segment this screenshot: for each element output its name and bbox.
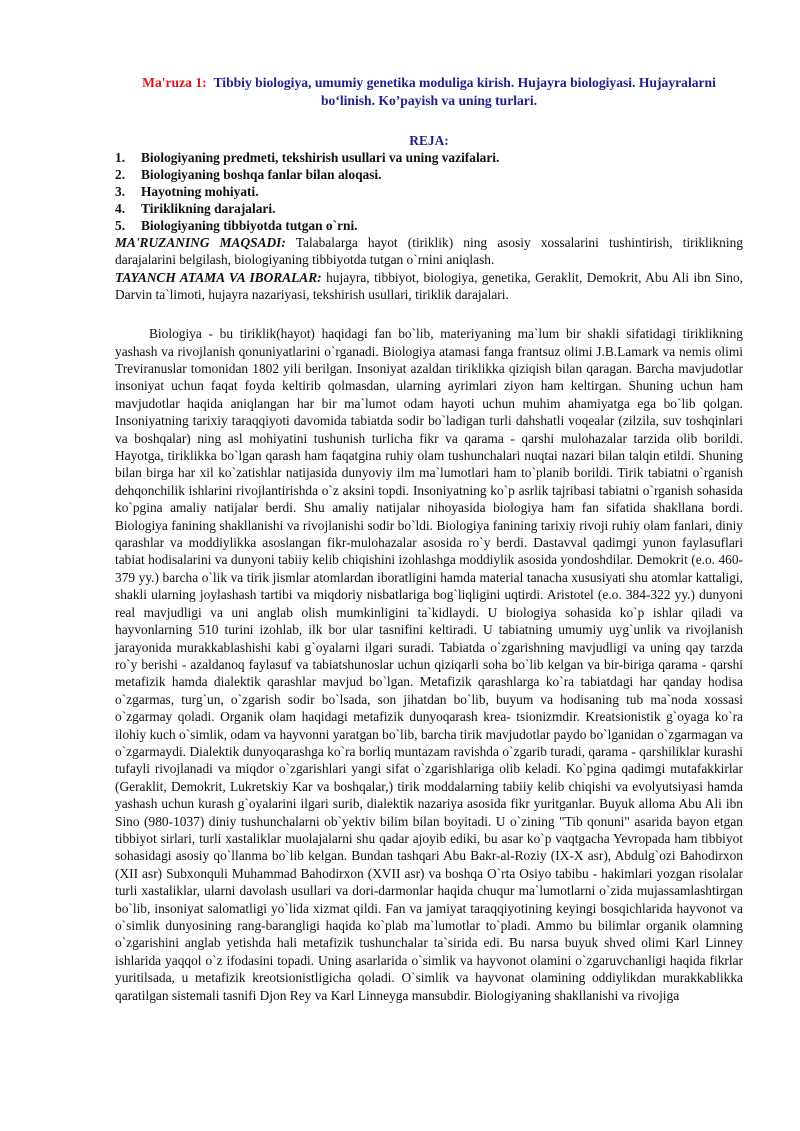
lecture-title [115,74,743,110]
plan-item-text: Hayotning mohiyati. [141,184,259,199]
plan-item-text: Biologiyaning predmeti, tekshirish usullari va uning vazifalari. [141,150,500,165]
key-terms [115,269,743,304]
plan-item: 2. Biologiyaning boshqa fanlar bilan aloqasi. [115,167,382,182]
plan-item-text: Biologiyaning boshqa fanlar bilan aloqasi. [141,167,382,182]
plan-item: 3. Hayotning mohiyati. [115,184,259,199]
plan-item-text: Biologiyaning tibbiyotda tutgan o`rni. [141,218,358,233]
plan-item: 1. Biologiyaning predmeti, tekshirish usullari va uning vazifalari. [115,150,500,165]
lecture-goal-text: Talabalarga hayot (tiriklik) ning asosiy xossalarini tushintirish, tiriklikning darajalarini belgilash, biologiyaning tibbiyotda tutgan o`rnini aniqlash. [115,235,743,268]
plan-item: 4. Tiriklikning darajalari. [115,201,276,216]
lecture-number: Ma'ruza 1: [142,75,207,90]
lecture-topic: Tibbiy biologiya, umumiy genetika moduliga kirish. Hujayra biologiyasi. Hujayralarni bo‘linish. Ko’payish va uning turlari. [213,75,716,108]
plan-heading: REJA: [409,133,449,148]
key-terms-label: TAYANCH ATAMA VA IBORALAR: [115,269,322,285]
key-terms-text: hujayra, tibbiyot, biologiya, genetika, Geraklit, Demokrit, Abu Ali ibn Sino, Darvin ta`limoti, hujayra nazariyasi, tekshirish usullari, tiriklik darajalari. [115,269,744,302]
lecture-goal-label: MA'RUZANING MAQSADI: [115,235,286,250]
body-paragraph: Biologiya - bu tiriklik(hayot) haqidagi fan bo`lib, materiyaning ma`lum bir shakli sifatidagi tiriklikning yashash va rivojlanish qonuniyatlarini o`rganadi. Biologiya atamasi fanga frantsuz olimi J.B.Lamark va nemis olimi Treviranuslar tomonidan 1802 yili berilgan. Insoniyat azaldan tiriklikka qiziqish bilan qaragan. Barcha mavjudotlar insoniyat uchun faqat foyda keltirib qolmasdan, ularning ayrimlari ziyon ham keltirgan. Shuning uchun ham mavjudotlar haqida aniqlangan har bir ma`lumot odam hayoti uchun muhim ahamiyatga ega bo`lib qolgan. Insoniyatning tarixiy taraqqiyoti davomida tabiatda sodir bo`ladigan turli dahshatli voqealar (zilzila, suv toshqinlari va boshqalar) ning asl mohiyatini tushunish turlicha fikr va qarama - qarshi mulohazalar tarzida olib borildi. Hayotga, tiriklikka bo`lgan qarash ham faqatgina ruhiy olam tushunchalari nuqtai nazari bilan talqin etildi. Shuning bilan birga har xil ko`zatishlar natijasida dunyoviy ilm ma`lumotlari ham to`planib borildi. Tirik tabiatni o`rganish dehqonchilik ishlarini rivojlantirishda o`z aksini topdi. Insoniyatning ko`p asrlik tajribasi tabiatni o`rganish sohasida ko`pgina amaliy natijalar berdi. Shu amaliy natijalar nihoyasida biologiya ham fan sifatida shakllana bordi. Biologiya fanining shakllanishi va rivojlanishi sodir bo`ldi. Biologiya fanining tarixiy rivoji ruhiy olam fanlari, diniy qarashlar va moddiylikka asoslangan fikr-mulohazalar asosida ro`y berdi. Dastavval qadimgi yunon faylasuflari tabiat hodisalarini va dunyoni tabiiy kelib chiqishini izohlashga moddiylik asosida yondoshdilar. Demokrit (e.o. 460-379 yy.) barcha o`lik va tirik jismlar atomlardan iboratligini hamda material tanacha xususiyati shu atomlar kattaligi, shakli ularning joylashash tartibi va miqdoriy nisbatlariga bog`liqligini uqtirdi. Aristotel (e.o. 384-322 yy.) dunyoni real mavjudligi va uni anglab olish mumkinligini ta`kidlaydi. U biologiya sohasida ko`p ishlar qiladi va hayvonlarning 510 turini izohlab, ilk bor ular tasnifini keltiradi. U tabiatning umumiy uyg`unlik va rivojlanish jarayonida murakkablashishi kabi g`oyalarni ilgari suradi. Tabiatda o`zgarishning mavjudligi va uning qay tarzda ro`y berishi - azaldanoq faylasuf va tabiatshunoslar uchun qiziqarli soha bo`lib kelgan va bir-biriga qarama - qarshi metafizik hamda dialektik qarashlar mavjud bo`lgan. Metafizik qarashlarga ko`ra tabiatdagi har qanday hodisa o`zgarmas, turg`un, o`zgarish sodir bo`lsada, son jihatdan bo`lib, buyum va hodisaning tub ma`noda xossasi o`zgarmay qoladi. Organik olam haqidagi metafizik dunyoqarash krea- tsionizmdir. Kreatsionistik g`oyaga ko`ra ilohiy kuch o`simlik, odam va hayvonni yaratgan bo`lib, barcha tirik mavjudotlar paydo bo`lganidan o`zgarmagan va o`zgarmaydi. Dialektik dunyoqarashga ko`ra borliq muntazam ravishda o`zgarib turadi, qarama - qarshiliklar kurashi tufayli rivojlanadi va miqdor o`zgarishlari yangi sifat o`zgarishlariga olib keladi. Ko`pgina qadimgi mutafakkirlar (Geraklit, Demokrit, Lukretskiy Kar va boshqalar,) tirik moddalarning tabiiy kelib chiqishi va evolyutsiyasi hamda yashash uchun kurash g`oyalarini ilgari surib, dialektik nazariya asosida fikr yuritganlar. Buyuk alloma Abu Ali ibn Sino (980-1037) diniy tushunchalarni ob`yektiv bilim bilan boyitadi. U o`zining "Tib qonuni" asarida bayon etgan tibbiyot sirlari, turli xastaliklar muolajalarni shu qadar ajoyib ediki, bu asar ko`p vaqtgacha Yevropada ham tibbiyot sohasidagi asosiy qo`llanma bo`lib kelgan. Bundan tashqari Abu Bakr-al-Roziy (IX-X asr), Abdulg`ozi Bahodirxon (XII asr) Subxonquli Muhammad Bahodirxon (XVII asr) va boshqa O`rta Osiyo tabibu - hakimlari yozgan risolalar turli xastaliklar, ularni davolash usullari va dori-darmonlar haqida chuqur ma`lumotlarni o`zida mujassamlashtirgan bo`lib, insoniyat salomatligi yo`lida xizmat qildi. Fan va jamiyat taraqqiyotining keyingi bosqichlarida hayvonot va o`simlik dunyosining rang-barangligi haqida ko`plab ma`lumotlar to`pladi. Ammo bu bilimlar organik olamning o`zgarishini anglab yetishda hali metafizik tushunchalar ta`sirida edi. Bu narsa buyuk shved olimi Karl Linney ishlarida yaqqol o`z ifodasini topadi. Uning asarlarida o`simlik va hayvonot olamini o`zgaruvchanligi haqida fikrlar yuritilsada, u metafizik kreotsionistligicha qoladi. O`simlik va hayvonat olamining oddiylikdan murakkablikka qaratilgan sistemali tasnifi Djon Rey va Karl Linneyga mansubdir. Biologiyaning shakllanishi va rivojiga [115,326,743,1003]
plan-item: 5. Biologiyaning tibbiyotda tutgan o`rni. [115,218,358,233]
lecture-goal [115,234,743,269]
plan-list [115,149,743,234]
plan-item-text: Tiriklikning darajalari. [141,201,276,216]
